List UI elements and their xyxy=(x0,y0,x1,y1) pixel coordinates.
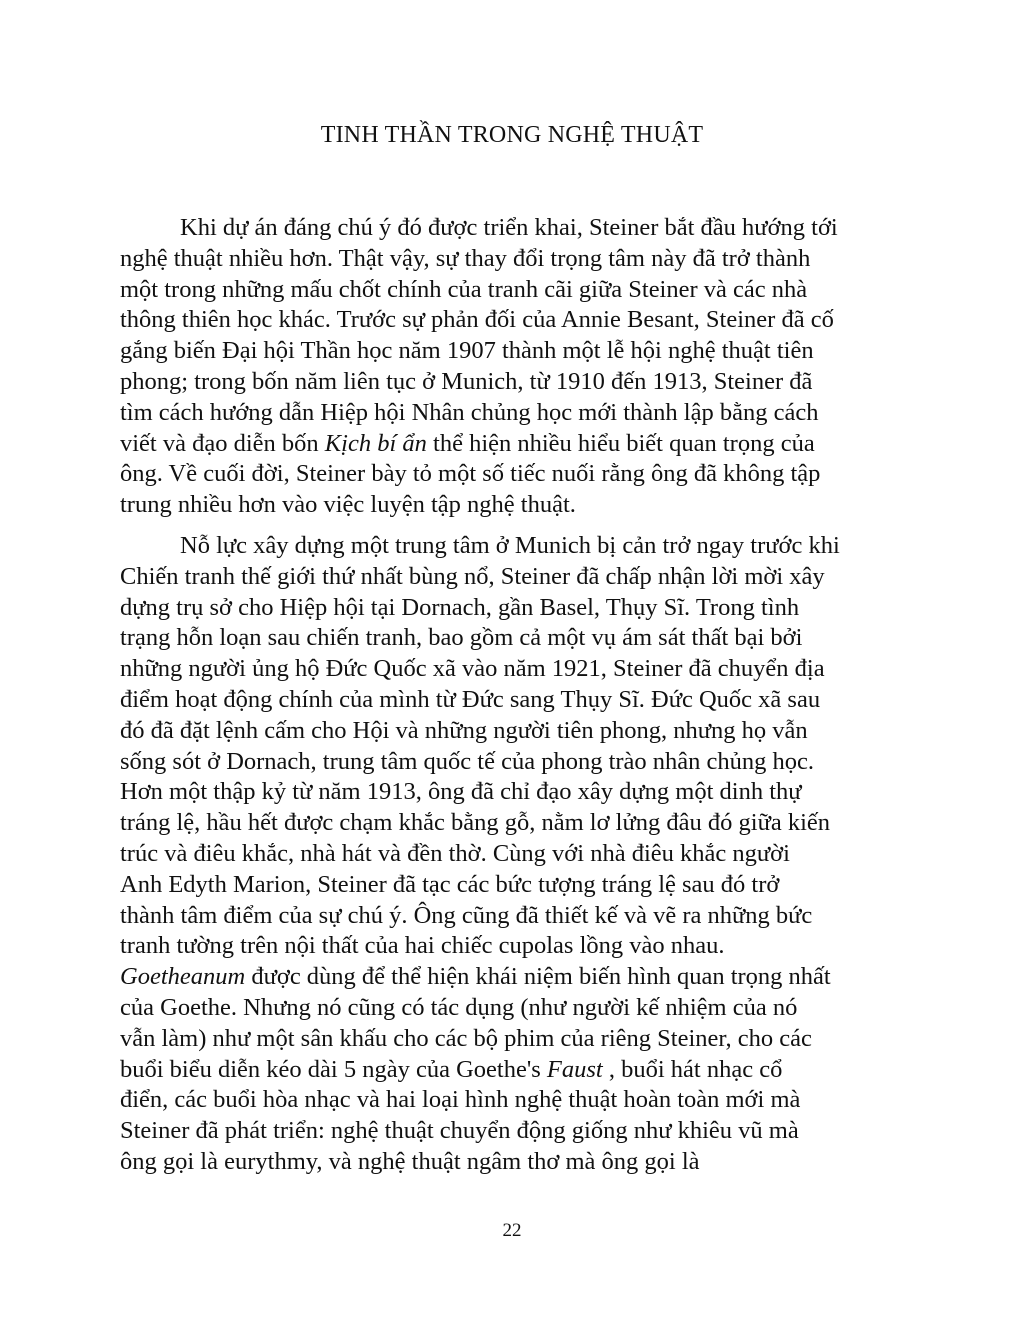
text-segment: Nỗ lực xây dựng một trung tâm ở Munich bị cản trở ngay trước khi xyxy=(180,531,840,559)
text-segment: Khi dự án đáng chú ý đó được triển khai, Steiner bắt đầu hướng tới xyxy=(180,214,838,241)
text-segment: vẫn làm) như một sân khấu cho các bộ phim của riêng Steiner, cho các xyxy=(120,1024,812,1052)
text-segment: thể hiện nhiều hiểu biết quan trọng của xyxy=(426,429,815,457)
text-line xyxy=(120,336,910,367)
text-segment: viết và đạo diễn bốn xyxy=(120,429,325,457)
text-segment: điển, các buổi hòa nhạc và hai loại hình nghệ thuật hoàn toàn mới mà xyxy=(120,1086,801,1114)
text-line xyxy=(120,1116,910,1147)
text-line xyxy=(120,808,910,839)
text-segment: thông thiên học khác. Trước sự phản đối của Annie Besant, Steiner đã cố xyxy=(120,306,834,334)
text-segment: trung nhiều hơn vào việc luyện tập nghệ thuật. xyxy=(120,491,576,519)
page-number: 22 xyxy=(502,1220,522,1241)
text-segment: gắng biến Đại hội Thần học năm 1907 thành một lễ hội nghệ thuật tiên xyxy=(120,337,814,365)
text-segment: phong; trong bốn năm liên tục ở Munich, từ 1910 đến 1913, Steiner đã xyxy=(120,367,813,395)
text-line xyxy=(120,747,910,778)
text-line xyxy=(120,1147,910,1178)
text-line xyxy=(120,839,910,870)
text-line xyxy=(120,1024,910,1055)
text-segment: sống sót ở Dornach, trung tâm quốc tế của phong trào nhân chủng học. xyxy=(120,747,815,775)
paragraph xyxy=(120,213,910,521)
text-segment: ông gọi là eurythmy, và nghệ thuật ngâm thơ mà ông gọi là xyxy=(120,1147,700,1175)
text-segment: Chiến tranh thế giới thứ nhất bùng nổ, Steiner đã chấp nhận lời mời xây xyxy=(120,562,825,590)
text-segment: trúc và điêu khắc, nhà hát và đền thờ. Cùng với nhà điêu khắc người xyxy=(120,839,790,867)
text-line xyxy=(120,654,910,685)
text-segment: dựng trụ sở cho Hiệp hội tại Dornach, gần Basel, Thụy Sĩ. Trong tình xyxy=(120,593,800,621)
text-line xyxy=(120,490,910,521)
text-segment: Anh Edyth Marion, Steiner đã tạc các bức tượng tráng lệ sau đó trở xyxy=(120,870,780,898)
body-text xyxy=(120,213,910,1178)
text-line xyxy=(120,1055,910,1086)
text-line xyxy=(120,1085,910,1116)
text-line xyxy=(120,429,910,460)
italic-text: Kịch bí ẩn xyxy=(324,429,427,457)
text-line xyxy=(120,870,910,901)
text-line xyxy=(120,962,910,993)
text-line xyxy=(120,305,910,336)
page-title: TINH THẦN TRONG NGHỆ THUẬT xyxy=(320,122,704,148)
text-line xyxy=(120,459,910,490)
text-segment: được dùng để thể hiện khái niệm biến hình quan trọng nhất xyxy=(245,963,831,991)
text-segment: đó đã đặt lệnh cấm cho Hội và những người tiên phong, nhưng họ vẫn xyxy=(120,716,808,744)
text-segment: của Goethe. Nhưng nó cũng có tác dụng (như người kế nhiệm của nó xyxy=(120,993,798,1021)
text-line xyxy=(120,901,910,932)
text-segment: Steiner đã phát triển: nghệ thuật chuyển động giống như khiêu vũ mà xyxy=(120,1117,799,1145)
text-segment: tìm cách hướng dẫn Hiệp hội Nhân chủng học mới thành lập bằng cách xyxy=(120,398,819,426)
text-line xyxy=(120,562,910,593)
text-segment: , buổi hát nhạc cổ xyxy=(602,1055,783,1083)
italic-text: Goetheanum xyxy=(120,963,246,991)
text-line xyxy=(120,623,910,654)
text-line xyxy=(120,931,910,962)
text-segment: nghệ thuật nhiều hơn. Thật vậy, sự thay đổi trọng tâm này đã trở thành xyxy=(120,244,811,272)
text-segment: ông. Về cuối đời, Steiner bày tỏ một số tiếc nuối rằng ông đã không tập xyxy=(120,460,821,488)
text-segment: điểm hoạt động chính của mình từ Đức sang Thụy Sĩ. Đức Quốc xã sau xyxy=(120,685,821,713)
text-line xyxy=(120,275,910,306)
text-segment: trạng hỗn loạn sau chiến tranh, bao gồm cả một vụ ám sát thất bại bởi xyxy=(120,624,803,652)
text-segment: buổi biểu diễn kéo dài 5 ngày của Goethe's xyxy=(120,1055,547,1083)
text-line xyxy=(120,531,910,562)
text-segment: những người ủng hộ Đức Quốc xã vào năm 1921, Steiner đã chuyển địa xyxy=(120,655,825,683)
text-line xyxy=(120,777,910,808)
text-segment: Hơn một thập kỷ từ năm 1913, ông đã chỉ đạo xây dựng một dinh thự xyxy=(120,778,802,806)
text-line xyxy=(120,716,910,747)
text-line xyxy=(120,398,910,429)
text-line xyxy=(120,367,910,398)
text-segment: một trong những mấu chốt chính của tranh cãi giữa Steiner và các nhà xyxy=(120,275,808,303)
paragraph xyxy=(120,531,910,1178)
text-line xyxy=(120,685,910,716)
text-segment: thành tâm điểm của sự chú ý. Ông cũng đã thiết kế và vẽ ra những bức xyxy=(120,901,813,929)
text-line xyxy=(120,593,910,624)
text-line xyxy=(120,244,910,275)
italic-text: Faust xyxy=(546,1055,603,1083)
text-line xyxy=(120,993,910,1024)
text-line xyxy=(120,213,910,244)
text-segment: tranh tường trên nội thất của hai chiếc cupolas lồng vào nhau. xyxy=(120,932,725,960)
text-segment: tráng lệ, hầu hết được chạm khắc bằng gỗ, nằm lơ lửng đâu đó giữa kiến xyxy=(120,809,831,837)
